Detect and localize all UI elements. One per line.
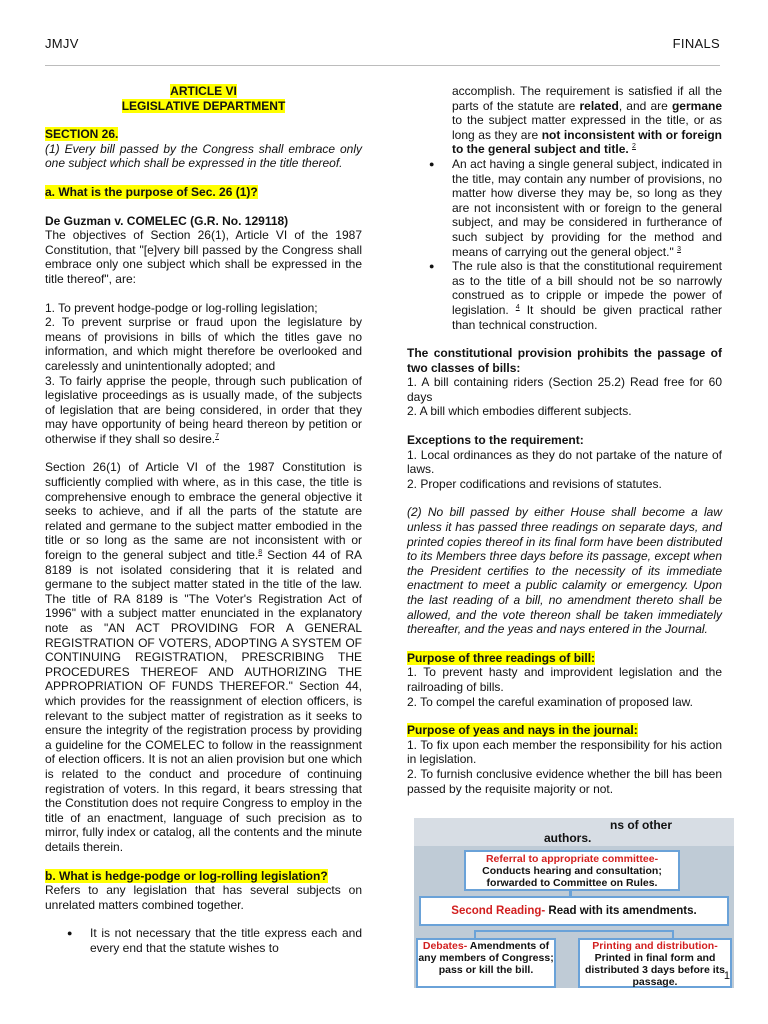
bullet-list-right — [407, 84, 722, 332]
article-title: ARTICLE VI — [170, 84, 237, 98]
footnote-3[interactable]: 3 — [677, 245, 681, 253]
bullet-item: ● It is not necessary that the title express each and every end that the statute wishes to — [45, 926, 362, 955]
header-divider — [45, 65, 720, 66]
prohibit-item-1: 1. A bill containing riders (Section 25.2) Read free for 60 days — [407, 375, 722, 404]
yeas-nays-item-2: 2. To furnish conclusive evidence whether the bill has been passed by the requisite majority or not. — [407, 766, 722, 796]
prohibit-item-2: 2. A bill which embodies different subjects. — [407, 404, 632, 419]
case-intro: The objectives of Section 26(1), Article VI of the 1987 Constitution, that "[e]very bill passed by the Congress shall embrace only one subject which shall be expressed in the title thereof", are: — [45, 228, 362, 286]
yeas-nays-item-1: 1. To fix upon each member the responsibility for his action in legislation. — [407, 737, 722, 767]
bullet-continuation: accomplish. The requirement is satisfied if all the parts of the statute are related, and are germane to the subject matter expressed in the title, or as long as they are not inconsistent with or foreign to the general subject and title. $^2$ — [452, 84, 722, 157]
flow-box-referral: Referral to appropriate committee- Conducts hearing and consultation; forwarded to Committee on Rules. — [464, 850, 680, 891]
question-a: a. What is the purpose of Sec. 26 (1)? — [45, 184, 258, 199]
section-26-2-text: (2) No bill passed by either House shall become a law unless it has passed three readings on separate days, and printed copies thereof in its final form have been distributed to its Members three days before its passage, except when the President certifies to the necessity of its immediate enactment to meet a public calamity or emergency. Upon the last reading of a bill, no amendment thereto shall be allowed, and the vote thereon shall be taken immediately thereafter, and the yeas and nays entered in the Journal. — [407, 505, 722, 637]
objective-1: 1. To prevent hodge-podge or log-rolling legislation; — [45, 300, 318, 315]
three-readings-heading: Purpose of three readings of bill: — [407, 650, 596, 665]
footnote-2[interactable]: 2 — [632, 143, 636, 151]
objective-3: 3. To fairly apprise the people, through such publication of legislative proceedings as is usually made, of the subjects of legislation that are being considered, in order that they may have opportunity of being heard thereon by petition or otherwise if they shall so desire.$^7$ — [45, 373, 362, 446]
right-column — [407, 84, 722, 796]
flowchart-top-bar — [414, 818, 734, 846]
three-readings-item-2: 2. To compel the careful examination of proposed law. — [407, 694, 693, 709]
flow-box-second-reading: Second Reading- Read with its amendments. — [419, 896, 729, 926]
section-heading: SECTION 26. — [45, 127, 119, 142]
three-readings-item-1: 1. To prevent hasty and improvident legislation and the railroading of bills. — [407, 665, 722, 694]
left-column — [45, 84, 362, 955]
flowchart-top-authors: authors. — [544, 831, 592, 845]
header-left: JMJV — [45, 36, 79, 51]
section-text: (1) Every bill passed by the Congress shall embrace only one subject which shall be expressed in the title thereof. — [45, 141, 362, 171]
bullet-list-left — [45, 926, 362, 955]
case-title: De Guzman v. COMELEC (G.R. No. 129118) — [45, 213, 289, 228]
flow-box-printing: Printing and distribution-Printed in final form and distributed 3 days before its passage. — [578, 938, 732, 988]
footnote-4[interactable]: 4 — [515, 303, 520, 311]
flowchart-top-fragment: ns of other — [610, 818, 672, 832]
exception-item-1: 1. Local ordinances as they do not partake of the nature of laws. — [407, 447, 722, 477]
exception-item-2: 2. Proper codifications and revisions of statutes. — [407, 476, 662, 491]
footnote-7[interactable]: 7 — [215, 432, 219, 440]
question-b-answer: Refers to any legislation that has several subjects on unrelated matters combined together. — [45, 883, 362, 912]
yeas-nays-heading: Purpose of yeas and nays in the journal: — [407, 723, 638, 738]
footnote-8[interactable]: 8 — [258, 549, 263, 557]
legislative-process-flowchart — [414, 818, 734, 988]
bullet-item: ● The rule also is that the constitutional requirement as to the title of a bill should not be so narrowly construed as to cripple or impede the power of legislation. $^4$ It should be given practical rather than technical construction. — [407, 259, 722, 332]
flow-box-debates: Debates- Amendments of any members of Congress; pass or kill the bill. — [416, 938, 556, 988]
ruling-paragraph: Section 26(1) of Article VI of the 1987 Constitution is sufficiently complied with where, as in this case, the title is comprehensive enough to embrace the general objective it seeks to achieve, and if all the parts of the statute are related and germane to the subject matter embodied in the title or so long as the same are not inconsistent with or foreign to the general subject and title.$^8$ Section 44 of RA 8189 is not isolated considering that it is related and germane to the subject matter stated in the title of the law. The title of RA 8189 is "The Voter's Registration Act of 1996" with a subject matter enunciated in the explanatory note as "AN ACT PROVIDING FOR A GENERAL REGISTRATION OF VOTERS, ADOPTING A SYSTEM OF CONTINUING REGISTRATION, PRESCRIBING THE PROCEDURES THEREOF AND AUTHORIZING THE APPROPRIATION OF FUNDS THEREFOR." Section 44, which provides for the reassignment of election officers, is relevant to the subject matter of registration as it seeks to ensure the integrity of the registration process by providing a guideline for the COMELEC to follow in the reassignment of election officers. It is not an alien provision but one which is related to the conduct and procedure of continuing registration of voters. In this regard, it bears stressing that the Constitution does not require Congress to employ in the title of an enactment, language of such precision as to mirror, fully index or catalog, all the contents and the minute details therein. — [45, 460, 363, 854]
department-title: LEGISLATIVE DEPARTMENT — [121, 98, 286, 113]
exceptions-heading: Exceptions to the requirement: — [407, 433, 584, 448]
objective-2: 2. To prevent surprise or fraud upon the legislature by means of provisions in bills of which the titles gave no information, and which might therefore be overlooked and carelessly and unintentionally adopted; and — [45, 315, 362, 373]
question-b: b. What is hedge-podge or log-rolling legislation? — [45, 868, 328, 883]
page-number: 1 — [723, 970, 730, 982]
header-right: FINALS — [672, 36, 720, 51]
prohibit-heading: The constitutional provision prohibits the passage of two classes of bills: — [407, 346, 722, 375]
bullet-item: ● An act having a single general subject, indicated in the title, may contain any number of provisions, no matter how diverse they may be, so long as they are not inconsistent with or foreign to the general subject, and may be considered in furtherance of such subject by providing for the method and means of carrying out the general object." $^3$ — [407, 157, 722, 259]
